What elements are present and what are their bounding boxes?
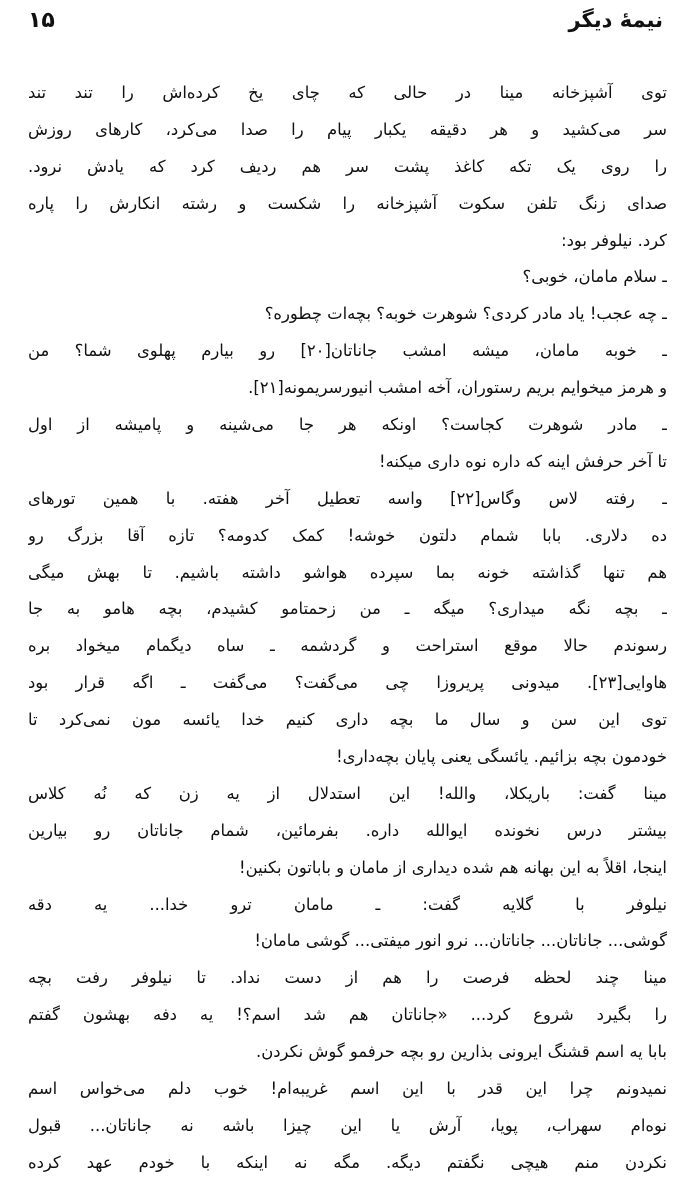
text-line: ـ سلام مامان، خوبی؟ (522, 267, 667, 287)
text-line: سر می‌کشید و هر دقیقه یکبار پیام را صدا می‌کرد، کارهای روزش (28, 119, 667, 139)
text-line: بابا یه اسم قشنگ ایرونی بذارین رو بچه حرفمو گوش نکردن. (256, 1042, 667, 1062)
text-line: ـ خوبه مامان، میشه امشب جاناتان[۲۰] رو بیارم پهلوی شما؟ من (28, 341, 667, 361)
text-line: نمیدونم چرا این قدر با این اسم غریبه‌ام! خوب دلم می‌خواس اسم (28, 1079, 667, 1099)
text-line: هم تنها گذاشته خونه بما سپرده هواشو داشته باشیم. تا بهش میگی (28, 562, 667, 582)
text-line: توی این سن و سال ما بچه داری کنیم خدا یائسه مون نمی‌کرد تا (28, 710, 667, 730)
text-line: ده دلاری. بابا شمام دلتون خوشه! کمک کدومه؟ تازه آقا بزرگ رو (28, 525, 667, 545)
text-line: هاوایی[۲۳]. میدونی پریروزا چی می‌گفت؟ می‌گفت ـ اگه قرار بود (28, 673, 667, 693)
text-line: اینجا، اقلاً به این بهانه هم شده دیداری از مامان و باباتون بکنین! (239, 857, 667, 877)
page-number: ۱۵ (28, 8, 55, 33)
text-line: ـ رفته لاس وگاس[۲۲] واسه تعطیل آخر هفته. با همین تورهای (28, 488, 667, 508)
text-line: را روی یک تکه کاغذ پشت سر هم ردیف کرد که یادش نرود. (28, 156, 667, 176)
text-line: کرد. نیلوفر بود: (561, 230, 667, 250)
text-line: گوشی... جاناتان... جاناتان... نرو انور میفتی... گوشی مامان! (254, 931, 667, 951)
text-line: توی آشپزخانه مینا در حالی که چای یخ کرده‌اش را تند تند (28, 83, 667, 102)
text-line: ـ مادر شوهرت کجاست؟ اونکه هر جا می‌شینه و پامیشه از اول (28, 415, 667, 435)
text-line: مینا گفت: باریکلا، والله! این استدلال از یه زن که نُه کلاس (28, 783, 667, 803)
text-line: نکردن منم هیچی نگفتم دیگه. مگه نه اینکه با خودم عهد کرده (28, 1152, 667, 1172)
page-header (28, 8, 663, 40)
text-line: ـ بچه نگه میداری؟ میگه ـ من زحمتامو کشیدم، بچه هامو به جا (28, 599, 667, 619)
text-line: و هرمز میخوایم بریم رستوران، آخه امشب انیورسریمونه[۲۱]. (248, 378, 667, 398)
text-line: صدای زنگ تلفن سکوت آشپزخانه را شکست و رشته انکارش را پاره (28, 193, 667, 213)
text-line: مینا چند لحظه فرصت را هم از دست نداد. تا نیلوفر رفت بچه (28, 968, 667, 988)
text-line: نوه‌ام سهراب، پویا، آرش یا این چیزا باشه نه جاناتان... قبول (28, 1115, 667, 1135)
text-line: را بگیرد شروع کرد... «جاناتان هم شد اسم؟! یه دفه بهشون گفتم (28, 1005, 667, 1025)
text-line: خودمون بچه بزائیم. یائسگی یعنی پایان بچه‌داری! (336, 747, 667, 767)
text-line: نیلوفر با گلایه گفت: ـ مامان ترو خدا... یه دقه (28, 894, 667, 914)
text-line: ـ چه عجب! یاد مادر کردی؟ شوهرت خوبه؟ بچه‌ات چطوره؟ (264, 304, 667, 324)
text-line: رسوندم حالا موقع استراحت و گردشمه ـ ساه دیگمام میخواد بره (28, 636, 667, 656)
text-line: تا آخر حرفش اینه که داره نوه داری میکنه! (379, 451, 667, 471)
text-line: بیشتر درس نخونده ایوالله داره. بفرمائین، شمام جاناتان رو بیارین (28, 820, 667, 840)
running-title: نیمهٔ دیگر (568, 8, 663, 32)
body-text (28, 75, 667, 1182)
